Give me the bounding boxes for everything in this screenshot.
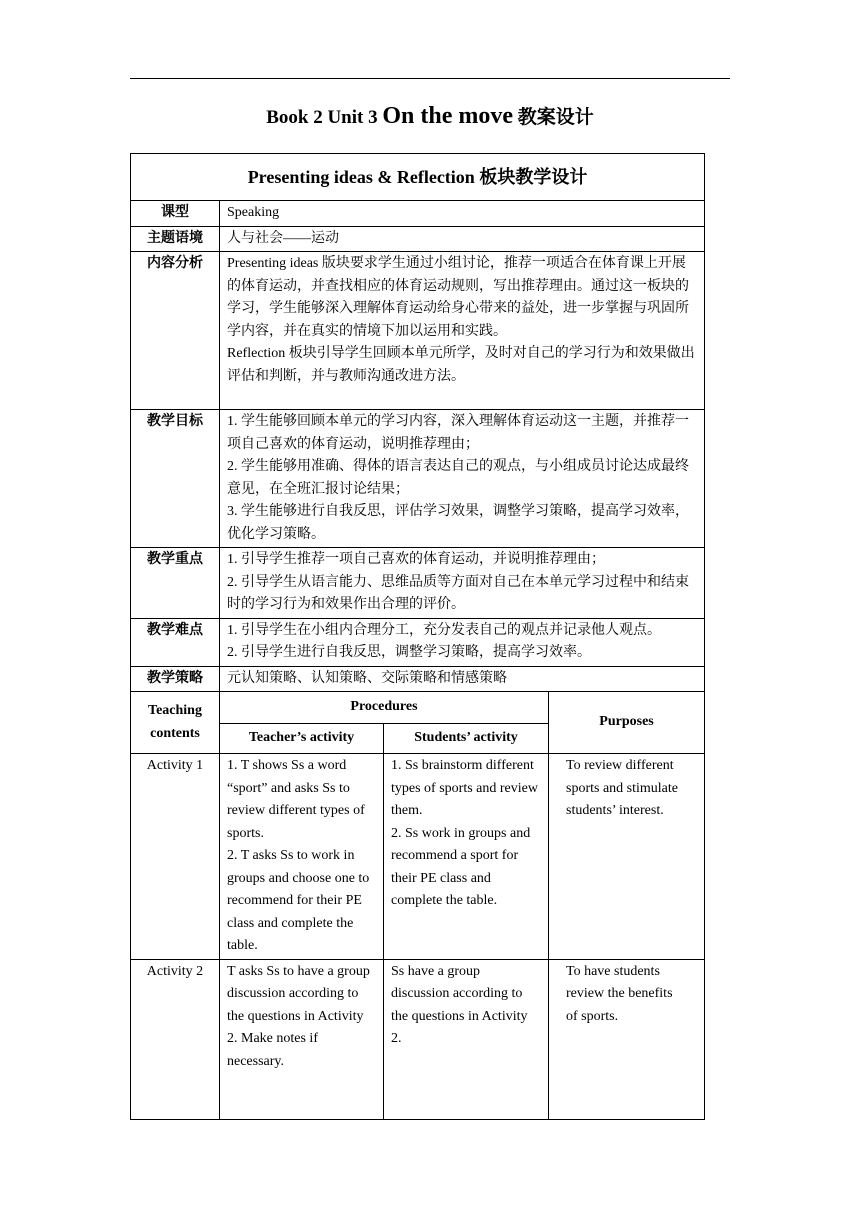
lesson-type-value: Speaking	[220, 201, 705, 227]
difficulties-value	[220, 618, 705, 666]
header-rule	[130, 78, 730, 79]
key-points-value	[220, 548, 705, 619]
teaching-goals-value	[220, 410, 705, 548]
key-point-item: 2. 引导学生从语言能力、思维品质等方面对自己在本单元学习过程中和结束时的学习行为和效果作出合理的评价。	[227, 574, 689, 612]
difficulty-item: 1. 引导学生在小组内合理分工，充分发表自己的观点并记录他人观点。	[227, 622, 661, 638]
title-prefix: Book 2 Unit 3	[266, 107, 378, 128]
procedures-header: Procedures	[220, 692, 549, 724]
teaching-goal-item: 1. 学生能够回顾本单元的学习内容，深入理解体育运动这一主题，并推荐一项自己喜欢的体育运动，说明推荐理由；	[227, 414, 689, 452]
content-analysis-label: 内容分析	[131, 252, 220, 410]
theme-context-row	[131, 226, 705, 252]
activity-name: Activity 2	[131, 959, 220, 1119]
content-analysis-row	[131, 252, 705, 410]
teaching-goal-item: 2. 学生能够用准确、得体的语言表达自己的观点，与小组成员讨论达成最终意见，在全班汇报讨论结果；	[227, 459, 689, 497]
students-activity-step: Ss have a group discussion according to the questions in Activity 2.	[391, 963, 528, 1046]
strategies-value: 元认知策略、认知策略、交际策略和情感策略	[220, 666, 705, 692]
teacher-activity-step: 1. T shows Ss a word “sport” and asks Ss to review different types of sports.	[227, 758, 365, 841]
purpose-cell: To have students review the benefits of sports.	[549, 959, 705, 1119]
teacher-activity-step: T asks Ss to have a group discussion according to the questions in Activity 2. Make notes if necessary.	[227, 963, 370, 1069]
difficulties-label: 教学难点	[131, 618, 220, 666]
teaching-contents-header: Teaching contents	[131, 692, 220, 754]
teacher-activity-header: Teacher’s activity	[220, 724, 384, 754]
theme-context-value: 人与社会——运动	[220, 226, 705, 252]
teaching-goals-label: 教学目标	[131, 410, 220, 548]
title-suffix: 教案设计	[517, 107, 594, 128]
content-analysis-value	[220, 252, 705, 410]
activity-row	[131, 754, 705, 960]
section-title-row	[131, 154, 705, 201]
key-points-row	[131, 548, 705, 619]
lesson-plan-table	[130, 153, 705, 1120]
activity-row	[131, 959, 705, 1119]
theme-context-label: 主题语境	[131, 226, 220, 252]
lesson-type-label: 课型	[131, 201, 220, 227]
content-analysis-paragraph: Reflection 板块引导学生回顾本单元所学，及时对自己的学习行为和效果做出评估和判断，并与教师沟通改进方法。	[227, 346, 695, 384]
key-points-label: 教学重点	[131, 548, 220, 619]
teacher-activity-step: 2. T asks Ss to work in groups and choose one to recommend for their PE class and complete the table.	[227, 848, 370, 953]
teacher-activity-cell	[220, 959, 384, 1119]
purposes-header: Purposes	[549, 692, 705, 754]
students-activity-step: 1. Ss brainstorm different types of sports and review them.	[391, 758, 538, 818]
strategies-row	[131, 666, 705, 692]
title-main: On the move	[382, 103, 514, 129]
section-title: Presenting ideas & Reflection 板块教学设计	[131, 154, 705, 201]
strategies-label: 教学策略	[131, 666, 220, 692]
purpose-cell: To review different sports and stimulate students’ interest.	[549, 754, 705, 960]
students-activity-cell	[384, 754, 549, 960]
students-activity-header: Students’ activity	[384, 724, 549, 754]
teacher-activity-cell	[220, 754, 384, 960]
key-point-item: 1. 引导学生推荐一项自己喜欢的体育运动，并说明推荐理由；	[227, 552, 605, 567]
teaching-goals-row	[131, 410, 705, 548]
difficulties-row	[131, 618, 705, 666]
lesson-type-row	[131, 201, 705, 227]
students-activity-step: 2. Ss work in groups and recommend a sport for their PE class and complete the table.	[391, 825, 531, 908]
difficulty-item: 2. 引导学生进行自我反思，调整学习策略，提高学习效率。	[227, 645, 591, 660]
document-title	[130, 100, 730, 134]
students-activity-cell	[384, 959, 549, 1119]
content-analysis-paragraph: Presenting ideas 版块要求学生通过小组讨论，推荐一项适合在体育课上开展的体育运动，并查找相应的体育运动规则，写出推荐理由。通过这一板块的学习，学生能够深入理解体育运动给身心带来的益处，进一步掌握与巩固所学内容，并在真实的情境下加以运用和实践。	[227, 256, 689, 339]
teaching-goal-item: 3. 学生能够进行自我反思，评估学习效果，调整学习策略，提高学习效率，优化学习策略。	[227, 504, 689, 542]
procedures-header-row	[131, 692, 705, 724]
activity-name: Activity 1	[131, 754, 220, 960]
